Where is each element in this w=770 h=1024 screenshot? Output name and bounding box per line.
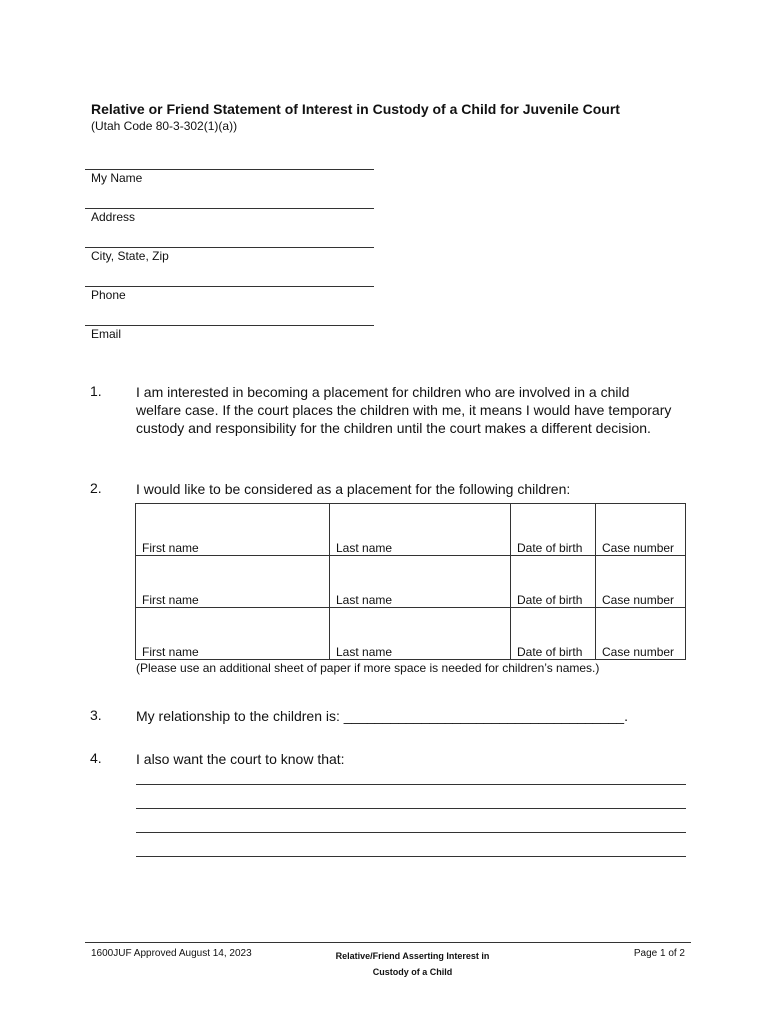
my-name-line[interactable]	[85, 169, 374, 170]
answer-line[interactable]	[136, 856, 686, 857]
case-number-cell[interactable]: Case number	[596, 504, 686, 556]
case-number-cell[interactable]: Case number	[596, 608, 686, 660]
document-title: Relative or Friend Statement of Interest in Custody of a Child for Juvenile Court	[91, 101, 620, 117]
last-name-cell[interactable]: Last name	[330, 608, 511, 660]
item-4-number: 4.	[90, 750, 102, 766]
answer-line[interactable]	[136, 832, 686, 833]
date-of-birth-cell[interactable]: Date of birth	[511, 504, 596, 556]
first-name-cell[interactable]: First name	[136, 504, 330, 556]
city-state-zip-label: City, State, Zip	[91, 249, 169, 263]
address-line[interactable]	[85, 208, 374, 209]
page-number: Page 1 of 2	[633, 948, 685, 959]
address-label: Address	[91, 210, 136, 224]
item-3-text[interactable]: My relationship to the children is: ____________________________________.	[136, 708, 628, 724]
my-name-label: My Name	[91, 171, 143, 185]
table-note: (Please use an additional sheet of paper if more space is needed for children’s names.)	[136, 661, 600, 675]
item-4-text: I also want the court to know that:	[136, 751, 345, 767]
statute-reference: (Utah Code 80-3-302(1)(a))	[91, 119, 238, 133]
case-number-cell[interactable]: Case number	[596, 556, 686, 608]
email-line[interactable]	[85, 325, 374, 326]
footer-divider	[85, 942, 691, 943]
form-approval: 1600JUF Approved August 14, 2023	[91, 948, 252, 959]
footer-title-line-1: Relative/Friend Asserting Interest in	[335, 951, 490, 961]
last-name-cell[interactable]: Last name	[330, 504, 511, 556]
footer-title-line-2: Custody of a Child	[372, 967, 453, 977]
answer-line[interactable]	[136, 784, 686, 785]
date-of-birth-cell[interactable]: Date of birth	[511, 556, 596, 608]
city-state-zip-line[interactable]	[85, 247, 374, 248]
children-table	[135, 503, 686, 660]
first-name-cell[interactable]: First name	[136, 556, 330, 608]
item-2-text: I would like to be considered as a placement for the following children:	[136, 481, 571, 497]
table-row	[136, 608, 686, 660]
table-row	[136, 504, 686, 556]
date-of-birth-cell[interactable]: Date of birth	[511, 608, 596, 660]
table-row	[136, 556, 686, 608]
email-label: Email	[91, 327, 122, 341]
last-name-cell[interactable]: Last name	[330, 556, 511, 608]
footer-doc-title	[310, 948, 515, 980]
item-1-number: 1.	[90, 383, 102, 399]
first-name-cell[interactable]: First name	[136, 608, 330, 660]
item-2-number: 2.	[90, 480, 102, 496]
item-3-number: 3.	[90, 707, 102, 723]
answer-line[interactable]	[136, 808, 686, 809]
phone-line[interactable]	[85, 286, 374, 287]
item-1-text: I am interested in becoming a placement for children who are involved in a child welfare case. If the court places the children with me, it means I would have temporary custody and responsibility for the children until the court makes a different decision.	[136, 384, 672, 436]
phone-label: Phone	[91, 288, 126, 302]
